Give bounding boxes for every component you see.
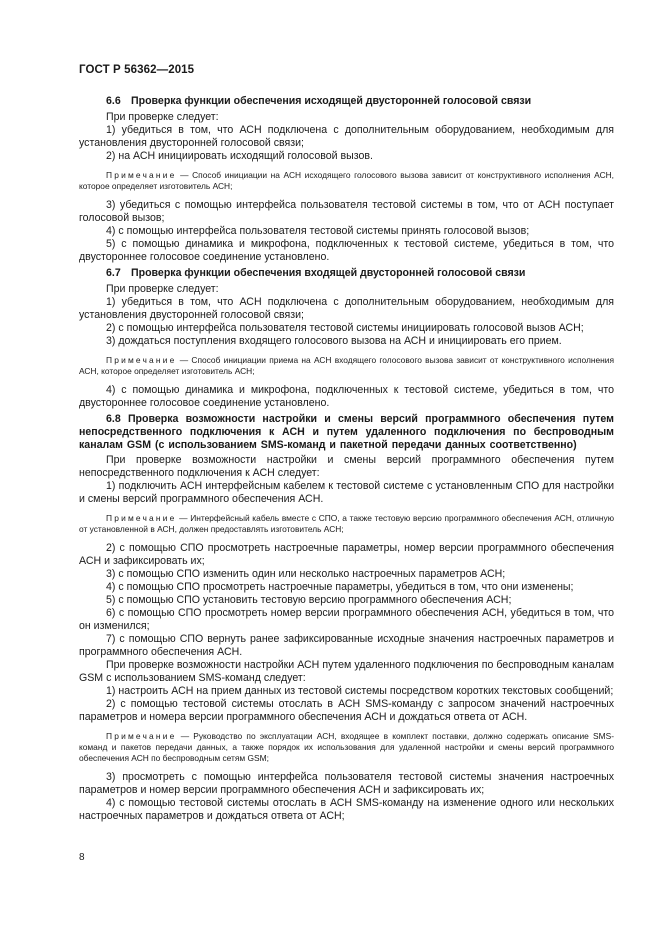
paragraph: 3) убедиться с помощью интерфейса пользователя тестовой системы в том, что от АСН поступает голосовой вызов; <box>79 199 614 224</box>
paragraph: 2) с помощью СПО просмотреть настроечные параметры, номер версии программного обеспечения АСН и зафиксировать их; <box>79 542 614 567</box>
note-label: Примечание <box>106 355 177 365</box>
paragraph: 6) с помощью СПО просмотреть номер версии программного обеспечения АСН, убедиться в том, что он изменился; <box>79 607 614 632</box>
section-heading <box>79 267 614 280</box>
paragraph: 2) с помощью тестовой системы отослать в АСН SMS-команду с запросом значений настроечных параметров и номера версии программного обеспечения АСН и дождаться ответа от АСН. <box>79 698 614 723</box>
paragraph: При проверке следует: <box>106 283 219 295</box>
section-heading <box>79 95 614 108</box>
paragraph: 3) просмотреть с помощью интерфейса пользователя тестовой системы значения настроечных параметров и номер версии программного обеспечения АСН и зафиксировать их; <box>79 771 614 796</box>
note-text: — Руководство по эксплуатации АСН, входящее в комплект поставки, должно содержать описание SMS-команд и пакетов передачи данных, а также порядок их использования для удаленной настройки и смены версий программного обеспечения АСН по беспроводным сетям GSM; <box>79 731 614 763</box>
paragraph: 4) с помощью СПО просмотреть настроечные параметры, убедиться в том, что они изменены; <box>106 581 574 593</box>
paragraph: 2) с помощью интерфейса пользователя тестовой системы инициировать голосовой вызов АСН; <box>106 322 584 334</box>
section-heading: 6.8 Проверка возможности настройки и смены версий программного обеспечения путем непосредственного подключения к АСН и путем удаленного подключения по беспроводным каналам GSM (с использованием SMS-команд и пакетной передачи данных соответственно) <box>79 413 614 451</box>
document-header: ГОСТ Р 56362—2015 <box>79 64 195 76</box>
section-title: Проверка функции обеспечения исходящей двусторонней голосовой связи <box>131 95 532 107</box>
paragraph: 4) с помощью тестовой системы отослать в АСН SMS-команду на изменение одного или нескольких настроечных параметров и дождаться ответа от АСН; <box>79 797 614 822</box>
paragraph: 1) убедиться в том, что АСН подключена с дополнительным оборудованием, необходимым для установления двусторонней голосовой связи; <box>79 296 614 321</box>
paragraph: 1) подключить АСН интерфейсным кабелем к тестовой системе с установленным СПО для настройки и смены версий программного обеспечения АСН. <box>79 480 614 505</box>
paragraph: 2) на АСН инициировать исходящий голосовой вызов. <box>106 150 373 162</box>
document-body <box>79 92 614 823</box>
paragraph: При проверке возможности настройки АСН путем удаленного подключения по беспроводным каналам GSM с использованием SMS-команд следует: <box>79 659 614 684</box>
page-number: 8 <box>79 852 85 863</box>
note-text: — Способ инициации на АСН исходящего голосового вызова зависит от конструктивного исполнения АСН, которое определяет изготовитель АСН; <box>79 170 614 191</box>
paragraph: 1) настроить АСН на прием данных из тестовой системы посредством коротких текстовых сообщений; <box>106 685 614 697</box>
paragraph: 3) с помощью СПО изменить один или несколько настроечных параметров АСН; <box>106 568 506 580</box>
paragraph: 3) дождаться поступления входящего голосового вызова на АСН и инициировать его прием. <box>106 335 562 347</box>
paragraph: 4) с помощью динамика и микрофона, подключенных к тестовой системе, убедиться в том, что двустороннее голосовое соединение установлено. <box>79 384 614 409</box>
note <box>79 170 614 192</box>
paragraph: При проверке возможности настройки и смены версий программного обеспечения путем непосредственного подключения к АСН следует: <box>79 454 614 479</box>
paragraph: При проверке следует: <box>106 111 219 123</box>
note-label: Примечание <box>106 170 177 180</box>
paragraph: 4) с помощью интерфейса пользователя тестовой системы принять голосовой вызов; <box>106 225 530 237</box>
paragraph: 5) с помощью СПО установить тестовую версию программного обеспечения АСН; <box>106 594 512 606</box>
paragraph: 1) убедиться в том, что АСН подключена с дополнительным оборудованием, необходимым для установления двусторонней голосовой связи; <box>79 124 614 149</box>
section-number: 6.6 <box>106 95 121 107</box>
section-title: Проверка функции обеспечения входящей двусторонней голосовой связи <box>131 267 526 279</box>
note-label: Примечание <box>106 731 177 741</box>
note <box>79 731 614 764</box>
note-text: — Способ инициации приема на АСН входящего голосового вызова зависит от конструктивного исполнения АСН, которое определяет изготовитель АСН; <box>79 355 614 376</box>
section-number: 6.7 <box>106 267 121 279</box>
paragraph: 5) с помощью динамика и микрофона, подключенных к тестовой системе, убедиться в том, что двустороннее голосовое соединение установлено. <box>79 238 614 263</box>
note <box>79 513 614 535</box>
note-label: Примечание <box>106 513 177 523</box>
note-text: — Интерфейсный кабель вместе с СПО, а также тестовую версию программного обеспечения АСН, отличную от установленной в АСН, должен предоставлять изготовитель АСН; <box>79 513 614 534</box>
paragraph: 7) с помощью СПО вернуть ранее зафиксированные исходные значения настроечных параметров и программного обеспечения АСН. <box>79 633 614 658</box>
note <box>79 355 614 377</box>
